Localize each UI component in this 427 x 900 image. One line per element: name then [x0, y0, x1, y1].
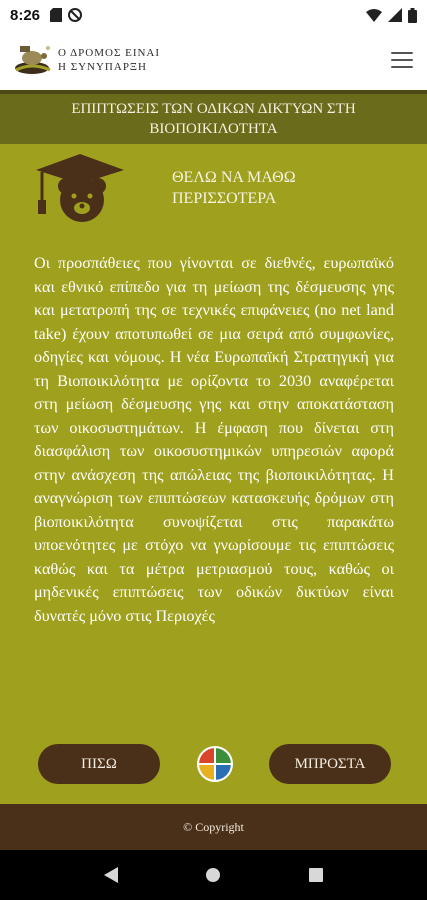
- signal-icon: [388, 8, 402, 22]
- battery-icon: [408, 8, 417, 23]
- navigation-row: [0, 740, 427, 790]
- no-disturb-icon: [68, 8, 82, 22]
- app-header: [0, 30, 427, 90]
- wifi-icon: [366, 9, 382, 22]
- graduate-bear-icon: [32, 152, 142, 224]
- color-wheel-icon[interactable]: [197, 746, 233, 782]
- app-logo[interactable]: [14, 42, 160, 78]
- home-circle-icon[interactable]: [205, 867, 221, 883]
- logo-line-2: Η ΣΥΝΥΠΑΡΞΗ: [58, 61, 147, 73]
- title-banner: [0, 90, 427, 144]
- turtle-road-logo-icon: [14, 42, 54, 78]
- back-button[interactable]: ΠΙΣΩ: [38, 744, 160, 784]
- system-navigation-bar: [0, 850, 427, 900]
- footer: [0, 804, 427, 850]
- main-content: [0, 144, 427, 804]
- recents-square-icon[interactable]: [309, 868, 323, 882]
- page-title: ΕΠΙΠΤΩΣΕΙΣ ΤΩΝ ΟΔΙΚΩΝ ΔΙΚΤΥΩΝ ΣΤΗ ΒΙΟΠΟΙΚΙΛΟΤΗΤΑ: [71, 101, 356, 137]
- copyright-text: © Copyright: [183, 819, 244, 834]
- back-triangle-icon[interactable]: [104, 867, 118, 883]
- status-bar: [0, 0, 427, 30]
- hamburger-menu-icon[interactable]: [391, 52, 413, 68]
- forward-button[interactable]: ΜΠΡΟΣΤΑ: [269, 744, 391, 784]
- article-body: Οι προσπάθειες που γίνονται σε διεθνές, ευρωπαϊκό και εθνικό επίπεδο για τη μείωση της δέσμευσης γης και μετατροπή της σε τεχνικές επιφάνειες (no net land take) έχουν αποτυπωθεί σε μια σειρά από συμφωνίες, οδηγίες και νόμους. Η νέα Ευρωπαϊκή Στρατηγική για τη Βιοποικιλότητα με ορίζοντα το 2030 αναφέρεται στη μείωση δέσμευσης γης και στην αποκατάσταση των οικοσυστημάτων. Η έμφαση που δίνεται στη διασφάλιση των οικοσυστημικών υπηρεσιών αφορά στην ανάσχεση της απώλειας της βιοποικιλότητας. Η αναγνώριση των επιπτώσεων κατασκευής δρόμων στη βιοποικιλότητα συνοψίζεται στις παρακάτω υποενότητες με στόχο να γνωρίσουμε τις επιπτώσεις καθώς και τα μέτρα μετριασμού τους, καθώς οι μηδενικές επιπτώσεις των οδικών δικτύων είναι δυνατές μόνο στις Περιοχές: [34, 254, 394, 625]
- sd-card-icon: [50, 8, 62, 22]
- learn-more-label: ΘΕΛΩ ΝΑ ΜΑΘΩ ΠΕΡΙΣΣΟΤΕΡΑ: [172, 169, 296, 207]
- status-time: 8:26: [10, 6, 41, 24]
- learn-more-button[interactable]: [32, 152, 312, 224]
- logo-line-1: Ο ΔΡΟΜΟΣ ΕΙΝΑΙ: [58, 47, 161, 59]
